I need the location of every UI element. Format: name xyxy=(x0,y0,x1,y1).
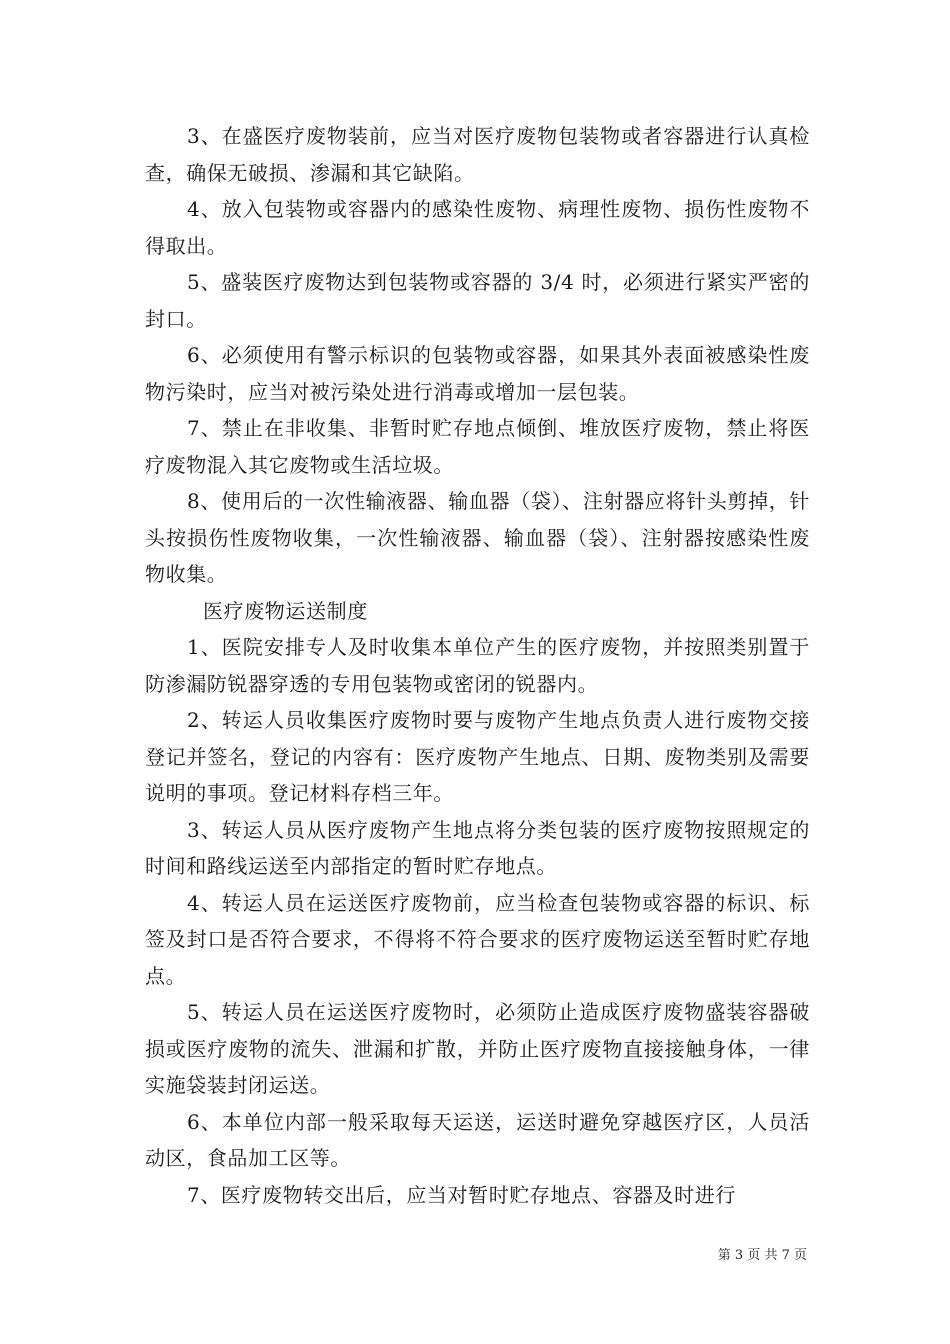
paragraph-transport-7: 7、医疗废物转交出后，应当对暂时贮存地点、容器及时进行 xyxy=(187,1182,736,1207)
paragraph-item-8-disposables: 8、使用后的一次性输液器、输血器（袋）、注射器应将针头剪掉，针头按损伤性废物收集，一次性输液器、输血器（袋）、注射器按感染性废物收集。 xyxy=(145,489,810,586)
paragraph-item-4-no-removal: 4、放入包装物或容器内的感染性废物、病理性废物、损伤性废物不得取出。 xyxy=(145,197,810,258)
paragraph-transport-2: 2、转运人员收集医疗废物时要与废物产生地点负责人进行废物交接登记并签名，登记的内容有：医疗废物产生地点、日期、废物类别及需要说明的事项。登记材料存档三年。 xyxy=(145,708,810,805)
paragraph-transport-4: 4、转运人员在运送医疗废物前，应当检查包装物或容器的标识、标签及封口是否符合要求，不得将不符合要求的医疗废物运送至暂时贮存地点。 xyxy=(145,890,810,988)
paragraph-item-3-packaging-check: 3、在盛医疗废物装前，应当对医疗废物包装物或者容器进行认真检查，确保无破损、渗漏和其它缺陷。 xyxy=(145,124,810,185)
paragraph-transport-6: 6、本单位内部一般采取每天运送，运送时避免穿越医疗区，人员活动区，食品加工区等。 xyxy=(145,1109,810,1170)
paragraph-item-5-seal: 5、盛装医疗废物达到包装物或容器的 3/4 时，必须进行紧实严密的封口。 xyxy=(145,270,810,331)
paragraph-item-6-warning-label: 6、必须使用有警示标识的包装物或容器，如果其外表面被感染性废物污染时，应当对被污染处进行消毒或增加一层包装。 xyxy=(145,343,810,404)
paragraph-transport-1: 1、医院安排专人及时收集本单位产生的医疗废物，并按照类别置于防渗漏防锐器穿透的专用包装物或密闭的锐器内。 xyxy=(145,635,810,696)
paragraph-item-7-no-dumping: 7、禁止在非收集、非暂时贮存地点倾倒、堆放医疗废物，禁止将医疗废物混入其它废物或生活垃圾。 xyxy=(145,416,810,477)
page-number-footer: 第 3 页 共 7 页 xyxy=(717,1248,807,1263)
document-body xyxy=(145,118,810,1213)
paragraph-transport-5: 5、转运人员在运送医疗废物时，必须防止造成医疗废物盛装容器破损或医疗废物的流失、泄漏和扩散，并防止医疗废物直接接触身体，一律实施袋装封闭运送。 xyxy=(145,1000,810,1097)
paragraph-transport-3: 3、转运人员从医疗废物产生地点将分类包装的医疗废物按照规定的时间和路线运送至内部指定的暂时贮存地点。 xyxy=(145,817,810,878)
section-heading: 医疗废物运送制度 xyxy=(203,598,368,623)
